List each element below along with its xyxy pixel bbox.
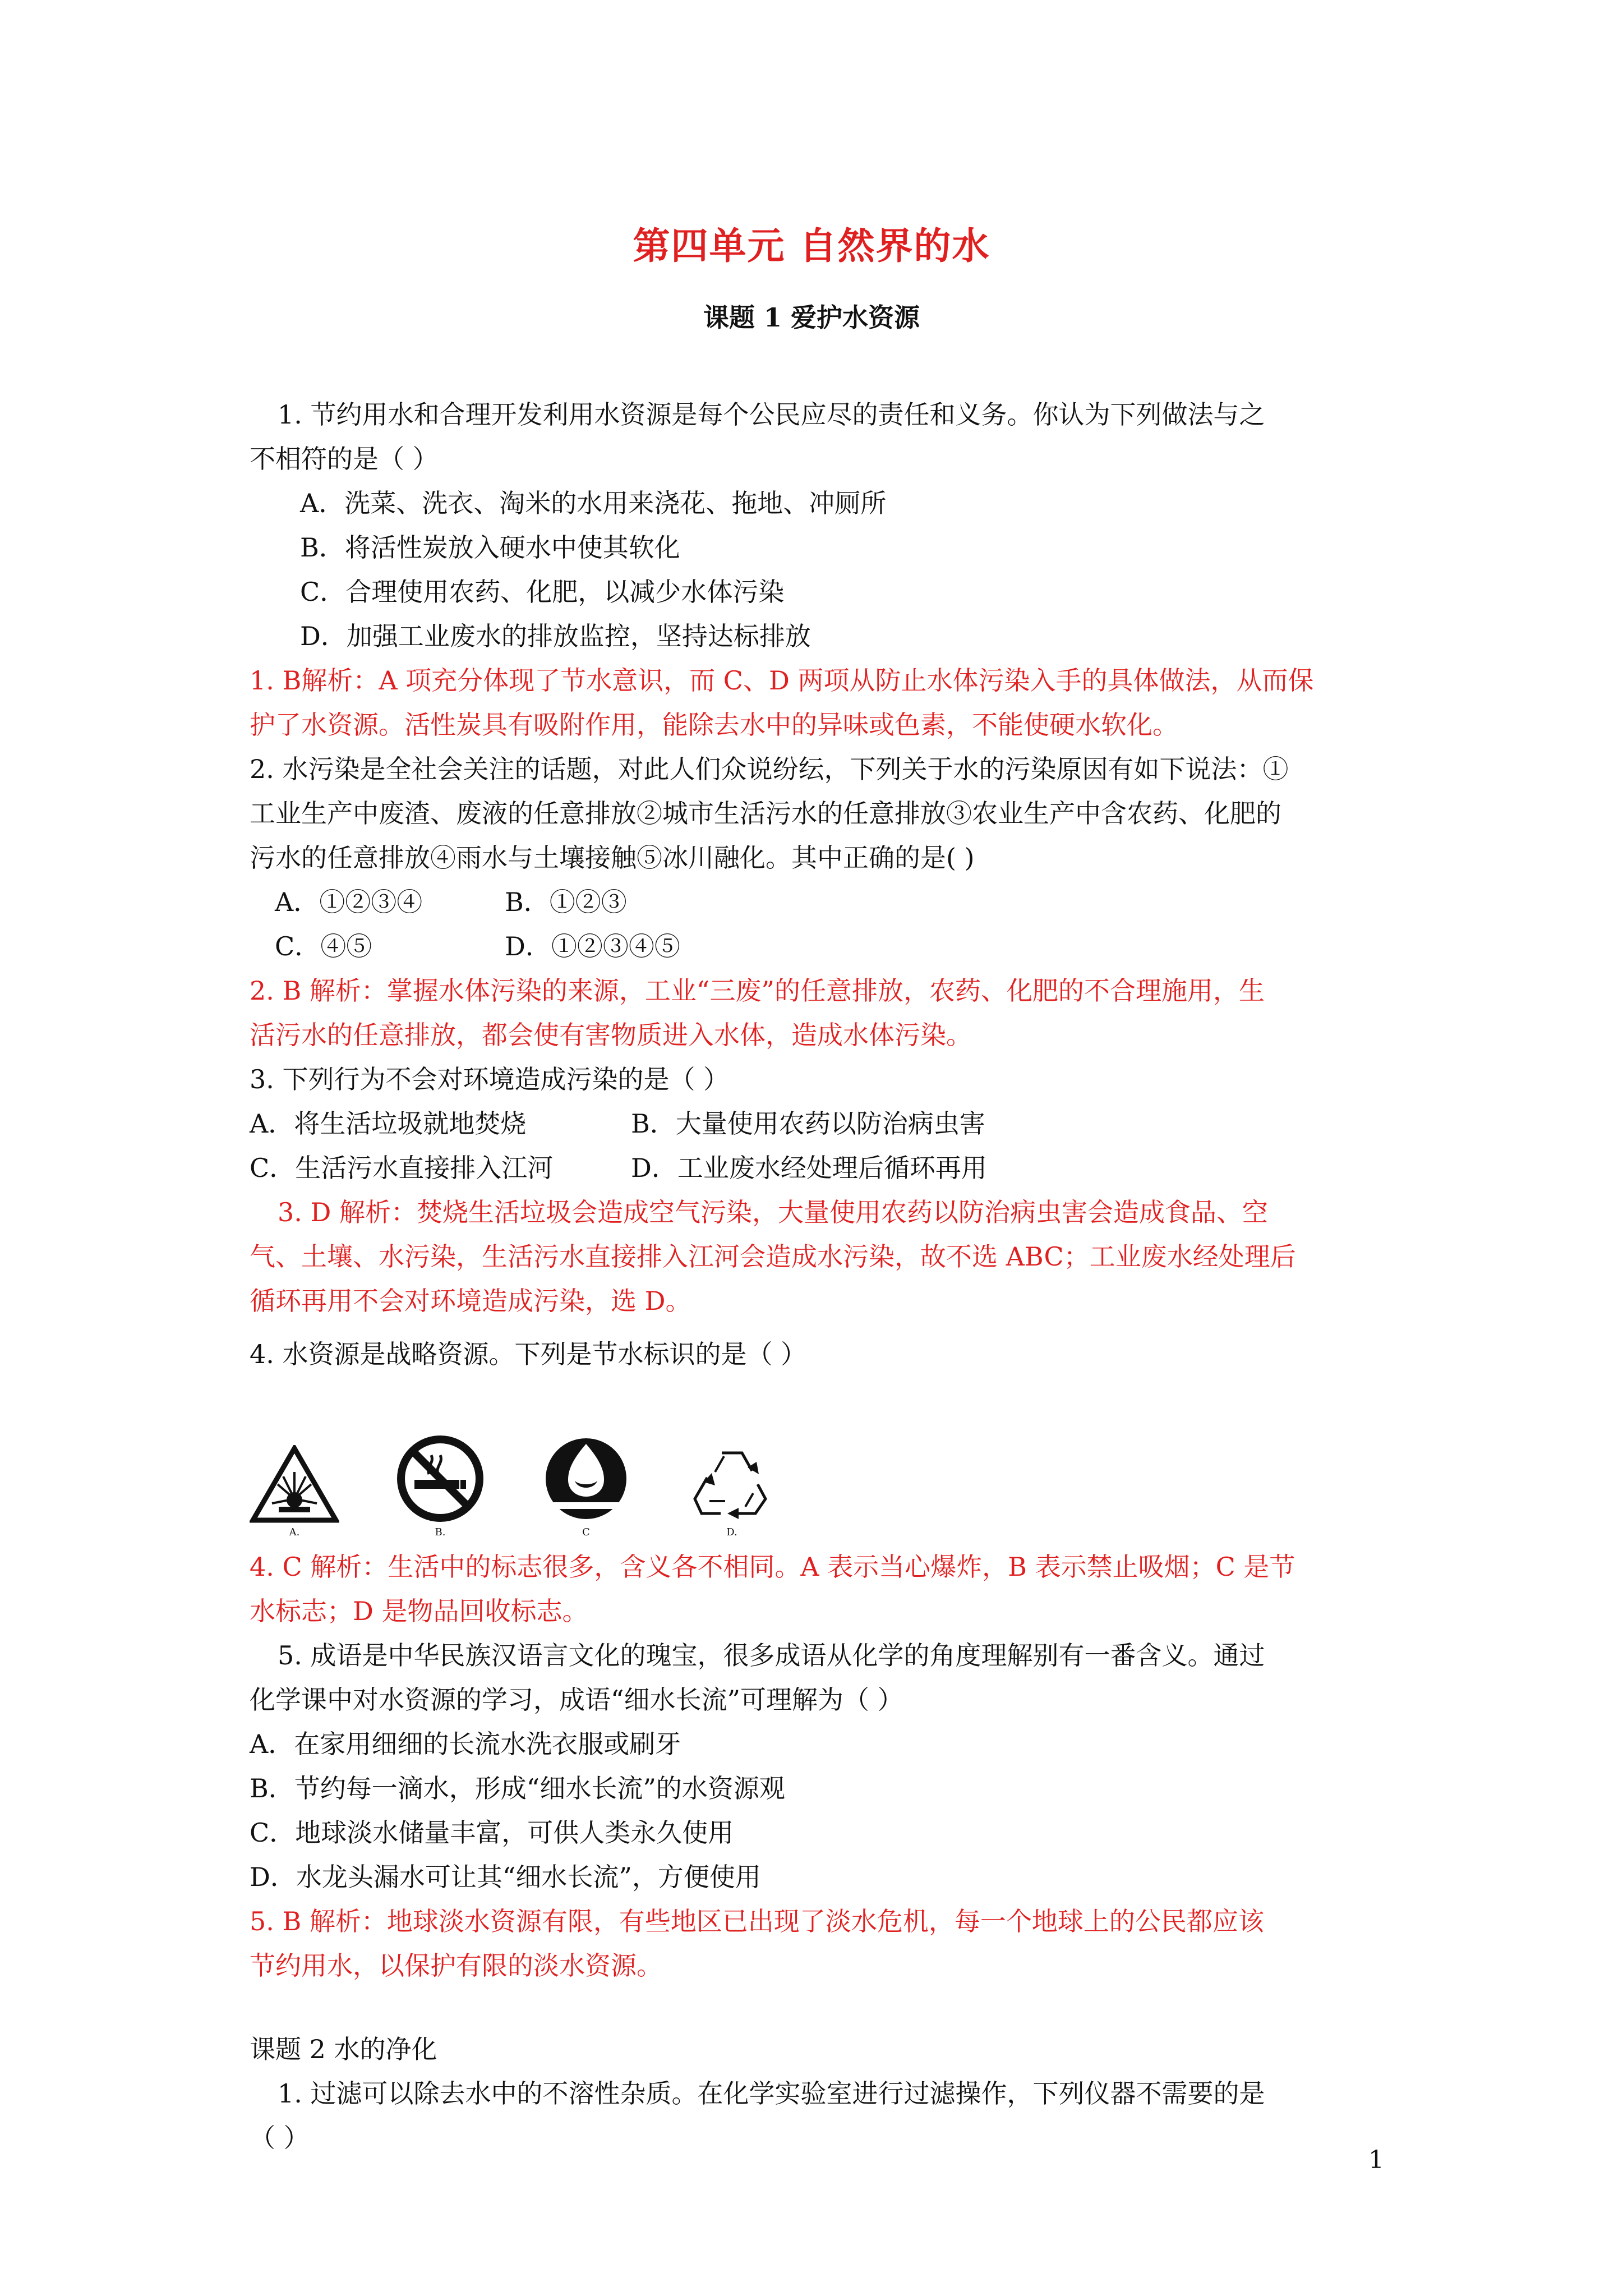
q3-option-c: C．生活污水直接排入江河: [250, 1153, 554, 1183]
q2-option-d: D．①②③④⑤: [505, 931, 680, 961]
q4-answer-line-2: 水标志；D 是物品回收标志。: [250, 1596, 588, 1626]
q2-answer-line-1: 2. B 解析：掌握水体污染的来源，工业“三废”的任意排放，农药、化肥的不合理施用，生: [250, 976, 1265, 1006]
q3-options-row-1: [250, 1102, 1399, 1146]
q4-sign-b: [395, 1434, 485, 1539]
q4-sign-c-label: C: [582, 1526, 590, 1538]
q2-option-b: B．①②③: [505, 887, 627, 917]
q1-stem-line-2: 不相符的是（ ）: [250, 444, 439, 474]
q4-sign-c: [541, 1434, 631, 1539]
q5-stem-line-2: 化学课中对水资源的学习，成语“细水长流”可理解为（ ）: [250, 1685, 903, 1715]
page-number: 1: [1368, 2146, 1384, 2174]
q3-options-row-2: [250, 1146, 1399, 1190]
q2-answer-line-2: 活污水的任意排放，都会使有害物质进入水体，造成水体污染。: [250, 1020, 972, 1050]
q5-option-c: C．地球淡水储量丰富，可供人类永久使用: [250, 1818, 734, 1848]
q2-stem-line-2: 工业生产中废渣、废液的任意排放②城市生活污水的任意排放③农业生产中含农药、化肥的: [250, 798, 1281, 829]
q3-option-d: D．工业废水经处理后循环再用: [631, 1153, 987, 1183]
q2-option-c: C．④⑤: [275, 931, 372, 961]
q5-stem-line-1: 5. 成语是中华民族汉语言文化的瑰宝，很多成语从化学的角度理解别有一番含义。通过: [278, 1640, 1265, 1671]
no-smoking-icon: [395, 1434, 485, 1524]
q2-option-a: A．①②③④: [275, 887, 423, 917]
q3-answer-line-3: 循环再用不会对环境造成污染，选 D。: [250, 1286, 691, 1316]
explosion-warning-icon: [250, 1445, 339, 1524]
q4-sign-d: [687, 1439, 777, 1539]
q2-stem-line-3: 污水的任意排放④雨水与土壤接触⑤冰川融化。其中正确的是( ): [250, 843, 975, 873]
recycling-icon: [687, 1439, 777, 1524]
page-title: 第四单元 自然界的水: [633, 224, 990, 268]
q3-stem: 3. 下列行为不会对环境造成污染的是（ ）: [250, 1064, 730, 1094]
section-2-heading: 课题 2 水的净化: [250, 2034, 437, 2064]
q3-option-a: A．将生活垃圾就地焚烧: [250, 1108, 527, 1139]
q5-option-a: A．在家用细细的长流水洗衣服或刷牙: [250, 1729, 681, 1759]
q5-answer-line-2: 节约用水，以保护有限的淡水资源。: [250, 1950, 662, 1981]
q3-answer-line-2: 气、土壤、水污染，生活污水直接排入江河会造成水污染，故不选 ABC；工业废水经处理后: [250, 1241, 1296, 1272]
document-body: [250, 393, 1399, 2160]
q3-option-b: B．大量使用农药以防治病虫害: [631, 1108, 985, 1139]
q5-option-d: D．水龙头漏水可让其“细水长流”，方便使用: [250, 1862, 761, 1892]
q4-stem: 4. 水资源是战略资源。下列是节水标识的是（ ）: [250, 1339, 807, 1369]
q1-stem-line-1: 1. 节约用水和合理开发利用水资源是每个公民应尽的责任和义务。你认为下列做法与之: [278, 399, 1265, 430]
q3-answer-line-1: 3. D 解析：焚烧生活垃圾会造成空气污染，大量使用农药以防治病虫害会造成食品、空: [278, 1197, 1269, 1227]
q4-answer-line-1: 4. C 解析：生活中的标志很多，含义各不相同。A 表示当心爆炸，B 表示禁止吸烟；C 是节: [250, 1552, 1295, 1582]
q1-option-d: D．加强工业废水的排放监控，坚持达标排放: [300, 621, 811, 651]
q1-option-a: A．洗菜、洗衣、淘米的水用来浇花、拖地、冲厕所: [300, 488, 887, 518]
q5-answer-line-1: 5. B 解析：地球淡水资源有限，有些地区已出现了淡水危机，每一个地球上的公民都应该: [250, 1906, 1264, 1936]
q4-sign-a: [250, 1445, 339, 1539]
q1-answer-line-2: 护了水资源。活性炭具有吸附作用，能除去水中的异味或色素，不能使硬水软化。: [250, 710, 1178, 740]
q1-answer-line-1: 1. B解析：A 项充分体现了节水意识，而 C、D 两项从防止水体污染入手的具体做法，从而保: [250, 665, 1314, 696]
q2-stem-line-1: 2. 水污染是全社会关注的话题，对此人们众说纷纭，下列关于水的污染原因有如下说法：①: [250, 754, 1289, 784]
water-saving-icon: [541, 1434, 631, 1524]
q4-sign-d-label: D.: [726, 1526, 737, 1538]
section-2-q1-stem-line-2: （ ）: [250, 2123, 310, 2153]
q4-sign-b-label: B.: [435, 1526, 446, 1538]
q1-option-b: B．将活性炭放入硬水中使其软化: [300, 532, 680, 563]
q2-options-row-2: [250, 924, 1399, 969]
q4-sign-a-label: A.: [289, 1526, 300, 1538]
q4-sign-options: [250, 1399, 1399, 1539]
section-2-q1-stem-line-1: 1. 过滤可以除去水中的不溶性杂质。在化学实验室进行过滤操作，下列仪器不需要的是: [278, 2078, 1265, 2109]
q5-option-b: B．节约每一滴水，形成“细水长流”的水资源观: [250, 1773, 785, 1803]
q1-option-c: C．合理使用农药、化肥，以减少水体污染: [300, 577, 785, 607]
q2-options-row-1: [250, 880, 1399, 924]
section-gap: [250, 1988, 1399, 2027]
page-subtitle: 课题 1 爱护水资源: [703, 302, 920, 333]
